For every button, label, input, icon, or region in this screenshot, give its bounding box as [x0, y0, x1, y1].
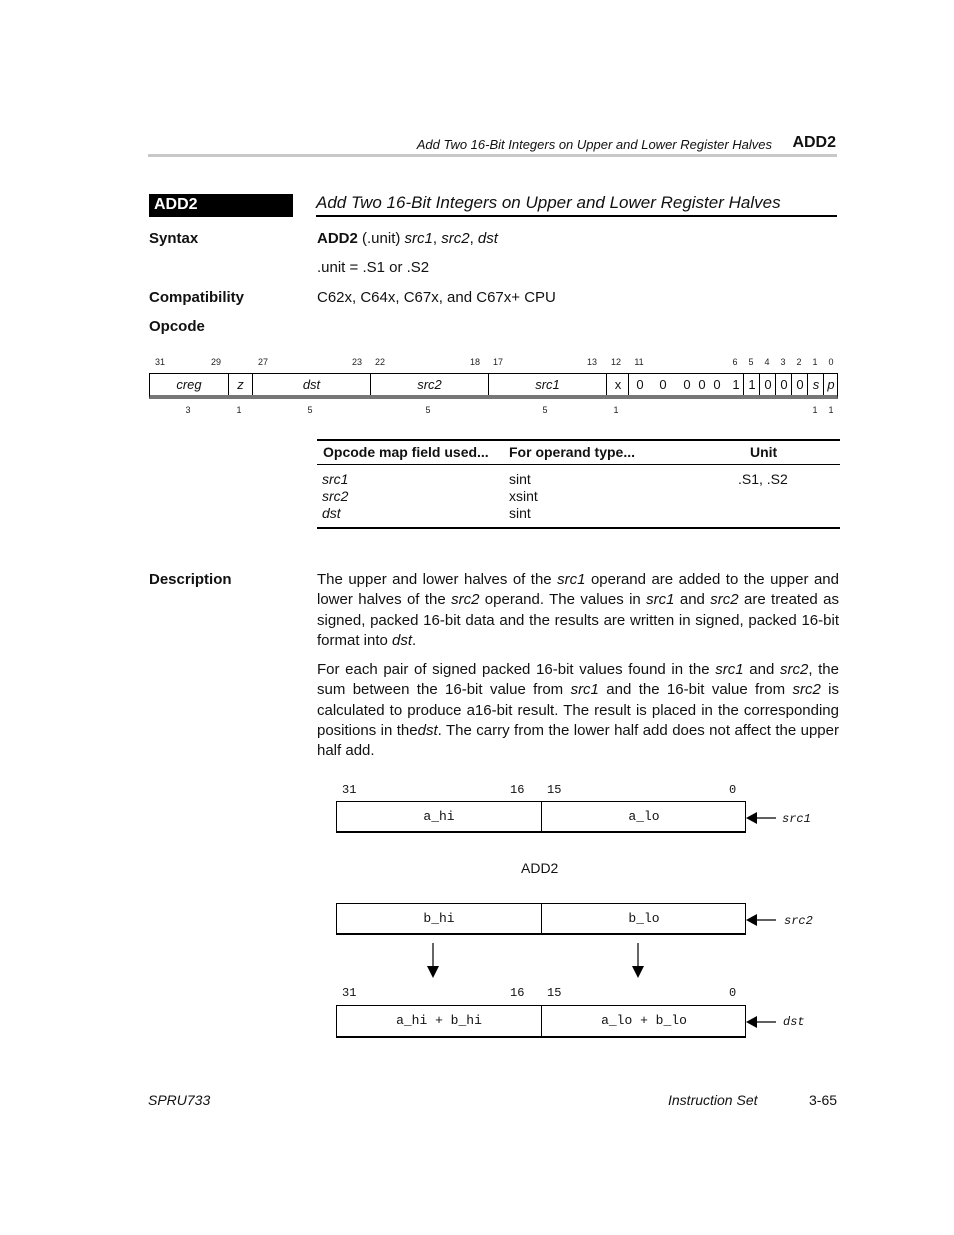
running-header-title: Add Two 16-Bit Integers on Upper and Lower Register Halves — [416, 137, 772, 152]
operation-label: ADD2 — [521, 860, 559, 876]
text-run: . — [412, 631, 417, 649]
running-header-mnemonic: ADD2 — [792, 134, 836, 151]
syntax-mnemonic: ADD2 — [317, 230, 358, 247]
bit-number: 2 — [796, 357, 802, 367]
register-half-lo: a_lo — [541, 802, 746, 831]
table-header-type: For operand type... — [509, 444, 636, 460]
bit-number: 27 — [257, 357, 269, 367]
table-cell-type: xsint — [509, 488, 538, 504]
register-half-lo: a_lo + b_lo — [541, 1006, 746, 1036]
table-cell-field: dst — [322, 505, 341, 521]
text-run: is calculated to produce a16-bit result. The result is placed in the corresponding positions in the — [317, 681, 840, 739]
bit-label: 15 — [547, 783, 562, 797]
left-arrow-icon — [746, 912, 778, 928]
opcode-bit: 1 — [732, 377, 740, 392]
field-width: 1 — [812, 405, 818, 415]
bit-number: 3 — [780, 357, 786, 367]
instruction-title: Add Two 16-Bit Integers on Upper and Lower Register Halves — [316, 193, 781, 212]
bit-number: 1 — [812, 357, 818, 367]
table-cell-unit: .S1, .S2 — [738, 471, 788, 487]
bit-number: 0 — [828, 357, 834, 367]
table-header-unit: Unit — [750, 444, 778, 460]
field-divider — [775, 374, 776, 395]
register-name-dst: dst — [783, 1015, 805, 1029]
instruction-mnemonic-box: ADD2 — [149, 194, 293, 216]
opcode-bit: 1 — [748, 377, 756, 392]
footer-page-number: 3-65 — [809, 1092, 838, 1108]
register-name-src2: src2 — [784, 914, 813, 928]
table-cell-type: sint — [509, 471, 531, 487]
field-divider — [628, 374, 629, 395]
header-rule — [148, 154, 837, 157]
bit-label: 0 — [729, 783, 737, 797]
table-cell-field: src2 — [322, 488, 349, 504]
text-run: and the 16-bit value from — [598, 681, 793, 699]
left-arrow-icon — [746, 1014, 778, 1030]
bit-label: 16 — [510, 986, 525, 1000]
operand-ref: src2 — [792, 681, 821, 699]
left-arrow-icon — [746, 810, 778, 826]
opcode-field-z: z — [228, 374, 252, 395]
opcode-field-src2: src2 — [370, 374, 488, 395]
operand-ref: src2 — [710, 591, 739, 609]
operand-ref: dst — [417, 721, 438, 739]
field-width: 1 — [828, 405, 834, 415]
operand-ref: src2 — [779, 661, 809, 678]
operand-ref: src1 — [570, 681, 599, 699]
opcode-bit: 0 — [764, 377, 772, 392]
syntax-label: Syntax — [149, 230, 199, 247]
opcode-label: Opcode — [149, 318, 205, 335]
table-header-rule — [317, 464, 840, 465]
bit-number: 29 — [210, 357, 222, 367]
bit-label: 15 — [547, 986, 562, 1000]
footer-section: Instruction Set — [668, 1092, 758, 1108]
opcode-bit: 0 — [636, 377, 644, 392]
field-width: 1 — [613, 405, 619, 415]
field-divider — [807, 374, 808, 395]
operand-ref: src1 — [557, 571, 586, 588]
text-run: . The carry from the lower half add does not affect the upper half add. — [317, 721, 839, 760]
syntax-op2: src2 — [441, 230, 470, 247]
description-paragraph-2 — [317, 660, 839, 761]
field-divider — [759, 374, 760, 395]
bit-number: 23 — [351, 357, 363, 367]
bit-label: 31 — [342, 783, 357, 797]
syntax-unit: (.unit) — [357, 230, 405, 247]
opcode-bit: 0 — [659, 377, 667, 392]
opcode-field-x: x — [606, 374, 629, 395]
syntax-op1: src1 — [404, 230, 433, 247]
bit-number: 6 — [732, 357, 738, 367]
bit-number: 13 — [586, 357, 598, 367]
register-name-src1: src1 — [782, 812, 811, 826]
register-dst — [336, 1005, 746, 1038]
text-run: operand are added to the upper and lower halves of the — [317, 571, 839, 609]
operand-ref: src1 — [646, 591, 675, 609]
register-src1 — [336, 801, 746, 833]
text-run: are treated as signed, packed 16-bit data and the results are written in signed, packed 16-bit format into — [317, 591, 839, 649]
down-arrow-icon — [426, 943, 440, 979]
field-width: 5 — [307, 405, 313, 415]
description-paragraph-1 — [317, 570, 839, 651]
opcode-bit: 0 — [780, 377, 788, 392]
opcode-bit: 0 — [796, 377, 804, 392]
syntax-comma: , — [432, 230, 442, 247]
operand-ref: dst — [392, 631, 413, 649]
text-run: The upper and lower halves of the — [317, 571, 558, 588]
opcode-field-diagram — [149, 373, 838, 399]
down-arrow-icon — [631, 943, 645, 979]
field-divider — [743, 374, 744, 395]
mnemonic-rule — [149, 216, 293, 217]
operand-ref: src2 — [451, 591, 480, 609]
bit-label: 16 — [510, 783, 525, 797]
bit-number: 17 — [492, 357, 504, 367]
bit-number: 31 — [154, 357, 166, 367]
opcode-bit-s: s — [812, 377, 820, 392]
register-half-hi: a_hi — [423, 809, 455, 824]
bit-number: 22 — [374, 357, 386, 367]
table-header-field: Opcode map field used... — [323, 444, 489, 460]
text-run: and — [743, 661, 780, 678]
syntax-line — [317, 230, 498, 247]
opcode-bit: 0 — [698, 377, 706, 392]
bit-label: 0 — [729, 986, 737, 1000]
bit-number: 4 — [764, 357, 770, 367]
field-width: 5 — [425, 405, 431, 415]
text-run: , the sum between the 16-bit value from — [317, 661, 839, 699]
operand-ref: src1 — [715, 661, 744, 678]
compatibility-value: C62x, C64x, C67x, and C67x+ CPU — [317, 289, 556, 306]
text-run: operand. The values in — [479, 591, 647, 609]
register-half-lo: b_lo — [541, 904, 746, 933]
syntax-comma: , — [469, 230, 478, 247]
footer-doc-id: SPRU733 — [148, 1092, 211, 1108]
opcode-bit: 0 — [713, 377, 721, 392]
text-run: and — [674, 591, 711, 609]
field-width: 5 — [542, 405, 548, 415]
syntax-op3: dst — [477, 230, 498, 247]
field-width: 1 — [236, 405, 242, 415]
register-half-hi: a_hi + b_hi — [396, 1013, 482, 1028]
table-cell-type: sint — [509, 505, 531, 521]
text-run: For each pair of signed packed 16-bit values found in the — [317, 661, 716, 678]
field-width: 3 — [185, 405, 191, 415]
compatibility-label: Compatibility — [149, 289, 245, 306]
register-half-hi: b_hi — [423, 911, 455, 926]
bit-number: 18 — [469, 357, 481, 367]
field-divider — [823, 374, 824, 395]
table-top-rule — [317, 439, 840, 441]
opcode-bit-p: p — [827, 377, 835, 392]
opcode-field-src1: src1 — [488, 374, 606, 395]
bit-number: 11 — [634, 357, 644, 367]
bit-label: 31 — [342, 986, 357, 1000]
opcode-field-creg: creg — [176, 377, 202, 392]
unit-line: .unit = .S1 or .S2 — [317, 259, 430, 276]
table-bottom-rule — [317, 527, 840, 529]
opcode-field-dst: dst — [252, 374, 370, 395]
opcode-bit: 0 — [683, 377, 691, 392]
description-label: Description — [149, 571, 232, 588]
bit-number: 12 — [610, 357, 622, 367]
field-divider — [791, 374, 792, 395]
register-src2 — [336, 903, 746, 935]
title-rule — [316, 215, 837, 217]
bit-number: 5 — [748, 357, 754, 367]
table-cell-field: src1 — [322, 471, 349, 487]
